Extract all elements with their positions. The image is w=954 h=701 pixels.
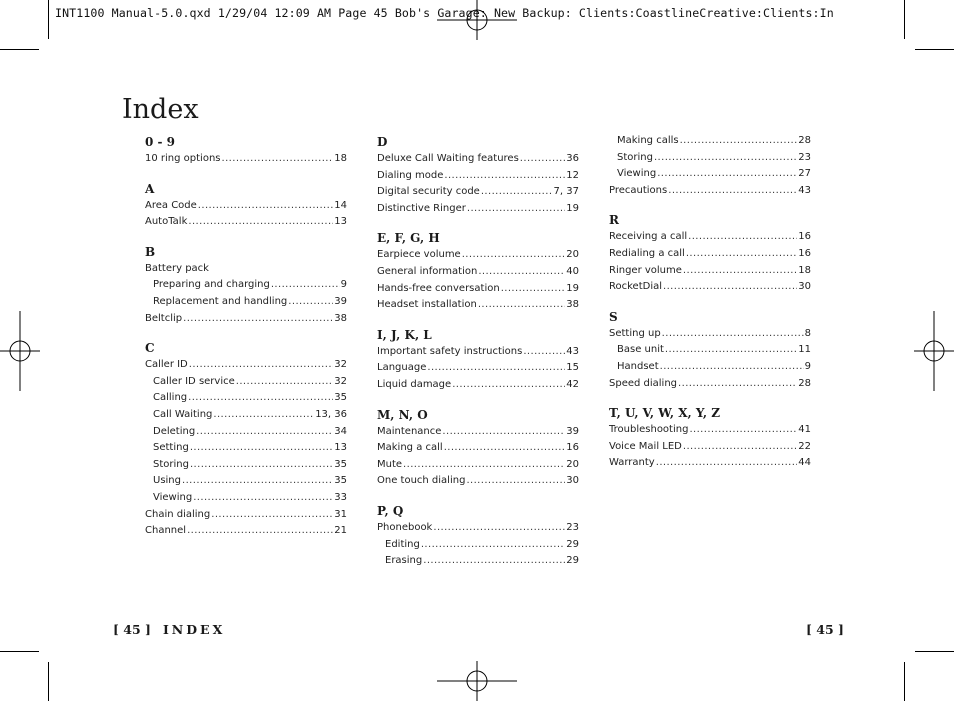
crop-mark xyxy=(48,662,49,701)
dot-leader xyxy=(520,151,565,168)
dot-leader xyxy=(444,168,565,185)
index-entry-page: 44 xyxy=(798,457,811,469)
index-entry-label: Mute xyxy=(377,458,403,470)
registration-mark-top xyxy=(437,0,517,40)
dot-leader xyxy=(188,214,333,231)
index-entry-label: Calling xyxy=(153,392,188,404)
dot-leader xyxy=(190,457,333,474)
index-entry-page: 20 xyxy=(566,249,579,261)
index-section xyxy=(145,134,347,168)
index-column-2 xyxy=(377,134,579,583)
index-entry-label: Storing xyxy=(617,151,653,163)
dot-leader xyxy=(182,473,333,490)
index-section-heading: R xyxy=(609,213,619,228)
index-entry-label: Chain dialing xyxy=(145,508,211,520)
index-entry-page: 18 xyxy=(334,153,347,164)
index-entry-label: Receiving a call xyxy=(609,231,688,243)
crop-mark xyxy=(0,49,39,50)
dot-leader xyxy=(222,151,334,168)
index-entry-label: Liquid damage xyxy=(377,378,452,390)
index-subentry xyxy=(377,553,579,570)
index-entry xyxy=(145,357,347,374)
index-section-heading: E, F, G, H xyxy=(377,231,440,246)
index-column-1 xyxy=(145,134,347,553)
index-section xyxy=(609,309,811,392)
index-entry-label: Editing xyxy=(385,538,420,550)
footer-page-number-right: [ 45 ] xyxy=(806,622,844,637)
index-entry-page: 23 xyxy=(798,151,811,163)
dot-leader xyxy=(654,150,797,167)
dot-leader xyxy=(187,523,333,540)
crop-mark xyxy=(48,0,49,39)
index-entry-label: Setting up xyxy=(609,327,661,339)
dot-leader xyxy=(662,326,804,343)
index-column-3 xyxy=(609,134,811,485)
index-entry-label: Erasing xyxy=(385,555,423,567)
index-entry xyxy=(609,279,811,296)
index-entry xyxy=(145,214,347,231)
index-entry xyxy=(377,281,579,298)
index-entry xyxy=(609,229,811,246)
footer-section-name: INDEX xyxy=(162,622,226,637)
index-entry-page: 28 xyxy=(798,377,811,389)
index-section-heading: M, N, O xyxy=(377,407,428,422)
index-entry-label: Dialing mode xyxy=(377,169,444,181)
index-subentry xyxy=(145,277,347,294)
crop-mark xyxy=(0,651,39,652)
index-section xyxy=(377,134,579,217)
index-entry xyxy=(377,360,579,377)
index-entry xyxy=(377,457,579,474)
index-entry-page: 39 xyxy=(566,425,579,437)
index-entry-page: 35 xyxy=(334,475,347,487)
index-entry-page: 28 xyxy=(798,135,811,146)
index-entry-page: 40 xyxy=(566,265,579,277)
dot-leader xyxy=(421,537,565,554)
index-entry xyxy=(377,377,579,394)
index-section-heading: I, J, K, L xyxy=(377,327,432,342)
index-entry xyxy=(609,376,811,393)
crop-mark xyxy=(904,662,905,701)
dot-leader xyxy=(660,359,804,376)
dot-leader xyxy=(668,183,797,200)
index-entry-label: Deleting xyxy=(153,425,196,437)
dot-leader xyxy=(288,294,333,311)
index-entry-page: 38 xyxy=(334,312,347,324)
index-entry-page: 7, 37 xyxy=(553,186,579,198)
dot-leader xyxy=(678,376,797,393)
index-section xyxy=(609,133,811,199)
dot-leader xyxy=(193,490,333,507)
index-entry xyxy=(145,523,347,540)
dot-leader xyxy=(683,263,797,280)
index-subentry xyxy=(609,150,811,167)
index-entry-page: 29 xyxy=(566,538,579,550)
index-entry xyxy=(377,297,579,314)
index-entry-page: 16 xyxy=(798,231,811,243)
index-entry-page: 13, 36 xyxy=(315,408,347,420)
dot-leader xyxy=(190,440,333,457)
index-entry-page: 21 xyxy=(334,525,347,537)
dot-leader xyxy=(442,424,565,441)
dot-leader xyxy=(211,507,333,524)
index-subentry xyxy=(145,473,347,490)
index-entry-label: Base unit xyxy=(617,344,664,356)
dot-leader xyxy=(478,264,565,281)
index-entry-page: 30 xyxy=(798,281,811,293)
index-entry-page: 12 xyxy=(566,169,579,181)
index-entry xyxy=(609,422,811,439)
index-entry-label: 10 ring options xyxy=(145,153,221,164)
index-entry-label: Phonebook xyxy=(377,521,433,533)
index-subentry xyxy=(145,457,347,474)
index-entry xyxy=(145,261,347,278)
index-entry-page: 18 xyxy=(798,264,811,276)
dot-leader xyxy=(427,360,565,377)
index-entry xyxy=(377,151,579,168)
index-subentry xyxy=(145,390,347,407)
index-section-heading: C xyxy=(145,341,155,356)
index-subentry xyxy=(145,490,347,507)
index-section xyxy=(377,230,579,313)
index-subentry xyxy=(377,537,579,554)
index-entry xyxy=(609,183,811,200)
dot-leader xyxy=(683,439,797,456)
registration-mark-bottom xyxy=(437,661,517,701)
index-entry xyxy=(377,473,579,490)
index-section xyxy=(377,407,579,490)
dot-leader xyxy=(689,422,797,439)
index-entry-page: 16 xyxy=(798,247,811,259)
index-entry-label: Headset installation xyxy=(377,299,477,311)
index-entry-label: Setting xyxy=(153,442,189,454)
index-entry-page: 13 xyxy=(334,216,347,228)
index-subentry xyxy=(145,374,347,391)
index-entry xyxy=(145,198,347,215)
dot-leader xyxy=(478,297,565,314)
dot-leader xyxy=(452,377,565,394)
index-subentry xyxy=(145,294,347,311)
footer-page-number-left: [ 45 ] xyxy=(113,622,151,637)
index-entry-page: 16 xyxy=(566,442,579,454)
dot-leader xyxy=(423,553,565,570)
crop-mark xyxy=(904,0,905,39)
index-entry-label: Call Waiting xyxy=(153,408,213,420)
index-entry-label: Distinctive Ringer xyxy=(377,202,466,214)
index-section-heading: A xyxy=(145,181,155,196)
index-section xyxy=(145,244,347,327)
index-entry-page: 33 xyxy=(334,491,347,503)
index-entry xyxy=(377,247,579,264)
index-entry-page: 22 xyxy=(798,440,811,452)
index-entry-label: Caller ID xyxy=(145,359,188,371)
index-entry-page: 9 xyxy=(804,360,811,372)
dot-leader xyxy=(444,440,566,457)
index-entry xyxy=(377,264,579,281)
dot-leader xyxy=(271,277,340,294)
index-section-heading: T, U, V, W, X, Y, Z xyxy=(609,406,721,421)
index-entry-page: 11 xyxy=(798,344,811,356)
index-entry-page: 36 xyxy=(566,153,579,164)
index-entry-page: 32 xyxy=(334,375,347,387)
index-entry-page: 41 xyxy=(798,424,811,436)
index-entry-label: General information xyxy=(377,265,478,277)
index-entry xyxy=(609,326,811,343)
index-entry xyxy=(377,440,579,457)
index-section xyxy=(609,212,811,295)
index-section xyxy=(145,181,347,231)
index-section xyxy=(377,503,579,570)
index-subentry xyxy=(609,133,811,150)
index-entry-page: 43 xyxy=(566,345,579,357)
index-section-heading: P, Q xyxy=(377,503,404,518)
index-subentry xyxy=(609,166,811,183)
dot-leader xyxy=(213,407,314,424)
index-entry-label: Channel xyxy=(145,525,187,537)
index-subentry xyxy=(609,359,811,376)
index-entry xyxy=(377,184,579,201)
index-entry-label: One touch dialing xyxy=(377,475,466,487)
index-entry-label: Troubleshooting xyxy=(609,424,689,436)
index-entry xyxy=(377,520,579,537)
index-entry-page: 42 xyxy=(566,378,579,390)
index-entry-label: Viewing xyxy=(617,168,657,180)
dot-leader xyxy=(467,201,565,218)
index-entry-label: Precautions xyxy=(609,184,668,196)
dot-leader xyxy=(665,342,797,359)
index-entry-label: Beltclip xyxy=(145,312,183,324)
index-entry-label: Caller ID service xyxy=(153,375,235,387)
index-entry xyxy=(145,151,347,168)
registration-mark-right xyxy=(914,311,954,391)
dot-leader xyxy=(523,344,565,361)
index-entry-page: 19 xyxy=(566,282,579,294)
index-entry xyxy=(609,439,811,456)
index-entry-page: 38 xyxy=(566,299,579,311)
dot-leader xyxy=(183,311,333,328)
index-section xyxy=(377,327,579,394)
dot-leader xyxy=(501,281,566,298)
index-entry-label: AutoTalk xyxy=(145,216,188,228)
index-entry-page: 14 xyxy=(334,199,347,211)
dot-leader xyxy=(189,357,334,374)
registration-mark-left xyxy=(0,311,40,391)
index-entry xyxy=(609,455,811,472)
index-entry-label: Viewing xyxy=(153,491,193,503)
crop-mark xyxy=(915,651,954,652)
index-entry xyxy=(377,344,579,361)
page-title: Index xyxy=(122,94,199,125)
dot-leader xyxy=(481,184,553,201)
index-entry-page: 35 xyxy=(334,392,347,404)
dot-leader xyxy=(462,247,566,264)
index-subentry xyxy=(145,407,347,424)
dot-leader xyxy=(198,198,333,215)
index-entry-label: Making a call xyxy=(377,442,443,454)
index-entry-page: 13 xyxy=(334,442,347,454)
index-entry-label: Digital security code xyxy=(377,186,480,198)
index-entry-page: 9 xyxy=(340,279,347,291)
index-entry-label: Preparing and charging xyxy=(153,279,270,291)
index-entry xyxy=(145,311,347,328)
index-entry-label: Storing xyxy=(153,458,189,470)
index-section-heading: S xyxy=(609,309,618,324)
index-entry-page: 31 xyxy=(334,508,347,520)
index-entry-label: Warranty xyxy=(609,457,655,469)
dot-leader xyxy=(663,279,797,296)
index-entry-page: 32 xyxy=(334,359,347,371)
dot-leader xyxy=(680,133,798,150)
index-entry-label: Ringer volume xyxy=(609,264,682,276)
index-entry-label: Deluxe Call Waiting features xyxy=(377,153,519,164)
dot-leader xyxy=(188,390,333,407)
index-entry xyxy=(377,201,579,218)
index-entry-page: 8 xyxy=(804,327,811,339)
index-entry-label: Voice Mail LED xyxy=(609,440,682,452)
dot-leader xyxy=(688,229,797,246)
index-entry-label: Important safety instructions xyxy=(377,345,523,357)
index-entry-page: 27 xyxy=(798,168,811,180)
index-entry-label: Handset xyxy=(617,360,659,372)
index-entry-page: 29 xyxy=(566,555,579,567)
index-entry-page: 15 xyxy=(566,362,579,374)
index-entry-page: 35 xyxy=(334,458,347,470)
index-section xyxy=(609,405,811,472)
dot-leader xyxy=(236,374,334,391)
printer-slug-line: INT1100 Manual-5.0.qxd 1/29/04 12:09 AM Page 45 Bob's Garage: New Backup: Clients:CoastlineCreative:Clients:In xyxy=(55,6,834,20)
index-entry xyxy=(609,263,811,280)
dot-leader xyxy=(196,424,333,441)
index-entry-label: Speed dialing xyxy=(609,377,678,389)
dot-leader xyxy=(403,457,565,474)
index-entry-page: 43 xyxy=(798,184,811,196)
index-subentry xyxy=(145,424,347,441)
index-section xyxy=(145,340,347,540)
index-entry-page: 34 xyxy=(334,425,347,437)
index-entry xyxy=(145,507,347,524)
index-section-heading: B xyxy=(145,244,156,259)
index-entry-label: RocketDial xyxy=(609,281,663,293)
index-entry-page: 30 xyxy=(566,475,579,487)
index-subentry xyxy=(145,440,347,457)
index-entry-label: Redialing a call xyxy=(609,247,685,259)
index-entry-label: Hands-free conversation xyxy=(377,282,500,294)
index-entry-page: 20 xyxy=(566,458,579,470)
dot-leader xyxy=(657,166,797,183)
footer-left xyxy=(113,622,225,637)
index-entry xyxy=(377,168,579,185)
index-entry-label: Making calls xyxy=(617,135,679,146)
index-entry-label: Battery pack xyxy=(145,262,209,274)
dot-leader xyxy=(686,246,797,263)
index-entry-label: Using xyxy=(153,475,181,487)
index-entry-page: 23 xyxy=(566,521,579,533)
index-entry-label: Area Code xyxy=(145,199,197,211)
index-entry xyxy=(377,424,579,441)
index-entry xyxy=(609,246,811,263)
index-section-heading: 0 - 9 xyxy=(145,135,176,149)
dot-leader xyxy=(656,455,798,472)
index-entry-label: Language xyxy=(377,362,427,374)
crop-mark xyxy=(915,49,954,50)
index-entry-label: Replacement and handling xyxy=(153,295,288,307)
index-entry-label: Earpiece volume xyxy=(377,249,461,261)
dot-leader xyxy=(466,473,565,490)
index-entry-page: 39 xyxy=(334,295,347,307)
index-entry-label: Maintenance xyxy=(377,425,442,437)
index-subentry xyxy=(609,342,811,359)
index-section-heading: D xyxy=(377,135,388,149)
index-entry-page: 19 xyxy=(566,202,579,214)
dot-leader xyxy=(433,520,565,537)
